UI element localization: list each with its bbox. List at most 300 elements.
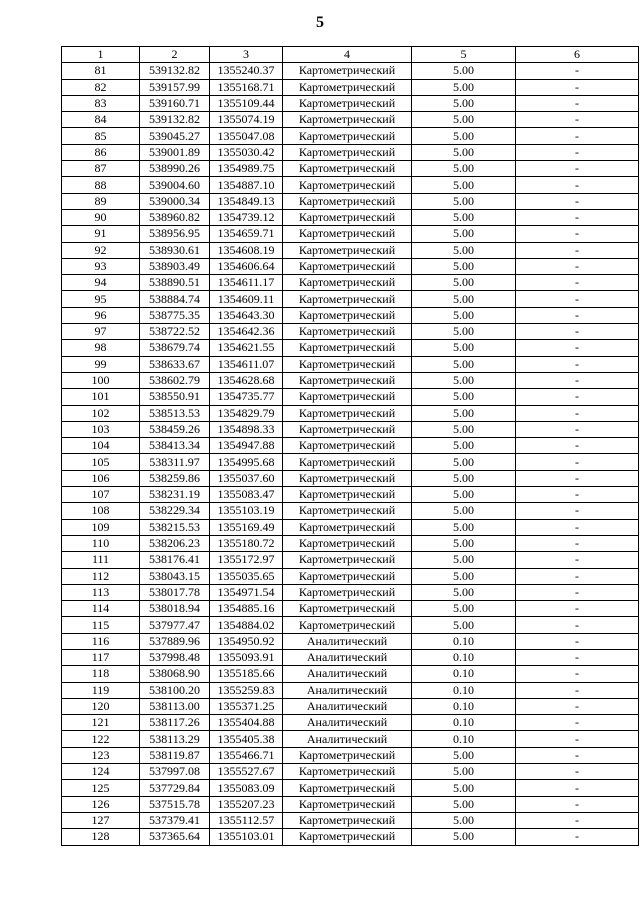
note-cell: - [516, 438, 639, 454]
x-coordinate-cell: 538018.94 [140, 601, 210, 617]
x-coordinate-cell: 538068.90 [140, 666, 210, 682]
y-coordinate-cell: 1355240.37 [210, 63, 283, 79]
y-coordinate-cell: 1354642.36 [210, 324, 283, 340]
x-coordinate-cell: 539004.60 [140, 177, 210, 193]
point-number-cell: 93 [62, 258, 140, 274]
accuracy-cell: 5.00 [412, 128, 516, 144]
point-number-cell: 88 [62, 177, 140, 193]
accuracy-cell: 5.00 [412, 307, 516, 323]
accuracy-cell: 0.10 [412, 731, 516, 747]
table-row [62, 95, 639, 111]
note-cell: - [516, 209, 639, 225]
method-cell: Аналитический [283, 698, 412, 714]
point-number-cell: 118 [62, 666, 140, 682]
x-coordinate-cell: 538903.49 [140, 258, 210, 274]
page-number: 5 [316, 14, 324, 31]
accuracy-cell: 5.00 [412, 812, 516, 828]
note-cell: - [516, 470, 639, 486]
table-row [62, 438, 639, 454]
accuracy-cell: 5.00 [412, 747, 516, 763]
table-row [62, 421, 639, 437]
note-cell: - [516, 372, 639, 388]
y-coordinate-cell: 1355259.83 [210, 682, 283, 698]
note-cell: - [516, 731, 639, 747]
table-row [62, 389, 639, 405]
y-coordinate-cell: 1354898.33 [210, 421, 283, 437]
column-header-2: 2 [140, 47, 210, 63]
y-coordinate-cell: 1355466.71 [210, 747, 283, 763]
x-coordinate-cell: 539157.99 [140, 79, 210, 95]
accuracy-cell: 5.00 [412, 291, 516, 307]
y-coordinate-cell: 1355047.08 [210, 128, 283, 144]
method-cell: Картометрический [283, 812, 412, 828]
x-coordinate-cell: 538775.35 [140, 307, 210, 323]
y-coordinate-cell: 1354659.71 [210, 226, 283, 242]
accuracy-cell: 0.10 [412, 633, 516, 649]
table-row [62, 487, 639, 503]
y-coordinate-cell: 1354739.12 [210, 209, 283, 225]
note-cell: - [516, 405, 639, 421]
accuracy-cell: 5.00 [412, 226, 516, 242]
method-cell: Картометрический [283, 258, 412, 274]
accuracy-cell: 5.00 [412, 796, 516, 812]
y-coordinate-cell: 1355169.49 [210, 519, 283, 535]
point-number-cell: 102 [62, 405, 140, 421]
y-coordinate-cell: 1355112.57 [210, 812, 283, 828]
y-coordinate-cell: 1354849.13 [210, 193, 283, 209]
accuracy-cell: 5.00 [412, 617, 516, 633]
method-cell: Картометрический [283, 79, 412, 95]
note-cell: - [516, 128, 639, 144]
note-cell: - [516, 389, 639, 405]
note-cell: - [516, 601, 639, 617]
point-number-cell: 92 [62, 242, 140, 258]
method-cell: Картометрический [283, 552, 412, 568]
x-coordinate-cell: 538176.41 [140, 552, 210, 568]
note-cell: - [516, 568, 639, 584]
table-row [62, 617, 639, 633]
method-cell: Картометрический [283, 405, 412, 421]
x-coordinate-cell: 538206.23 [140, 535, 210, 551]
point-number-cell: 97 [62, 324, 140, 340]
x-coordinate-cell: 538215.53 [140, 519, 210, 535]
accuracy-cell: 0.10 [412, 715, 516, 731]
accuracy-cell: 5.00 [412, 454, 516, 470]
column-header-1: 1 [62, 47, 140, 63]
note-cell: - [516, 63, 639, 79]
note-cell: - [516, 324, 639, 340]
table-header-row [62, 47, 639, 63]
accuracy-cell: 5.00 [412, 438, 516, 454]
method-cell: Картометрический [283, 242, 412, 258]
y-coordinate-cell: 1355168.71 [210, 79, 283, 95]
point-number-cell: 91 [62, 226, 140, 242]
note-cell: - [516, 617, 639, 633]
method-cell: Картометрический [283, 568, 412, 584]
accuracy-cell: 0.10 [412, 698, 516, 714]
note-cell: - [516, 79, 639, 95]
accuracy-cell: 5.00 [412, 275, 516, 291]
accuracy-cell: 5.00 [412, 535, 516, 551]
table-row [62, 454, 639, 470]
accuracy-cell: 5.00 [412, 95, 516, 111]
point-number-cell: 95 [62, 291, 140, 307]
note-cell: - [516, 177, 639, 193]
y-coordinate-cell: 1354884.02 [210, 617, 283, 633]
point-number-cell: 107 [62, 487, 140, 503]
table-row [62, 633, 639, 649]
x-coordinate-cell: 538513.53 [140, 405, 210, 421]
point-number-cell: 105 [62, 454, 140, 470]
accuracy-cell: 5.00 [412, 372, 516, 388]
method-cell: Картометрический [283, 209, 412, 225]
y-coordinate-cell: 1355207.23 [210, 796, 283, 812]
y-coordinate-cell: 1355527.67 [210, 764, 283, 780]
point-number-cell: 124 [62, 764, 140, 780]
x-coordinate-cell: 537977.47 [140, 617, 210, 633]
y-coordinate-cell: 1355035.65 [210, 568, 283, 584]
point-number-cell: 119 [62, 682, 140, 698]
coordinates-table [61, 46, 639, 846]
table-row [62, 568, 639, 584]
method-cell: Картометрический [283, 128, 412, 144]
accuracy-cell: 5.00 [412, 112, 516, 128]
note-cell: - [516, 454, 639, 470]
table-row [62, 177, 639, 193]
note-cell: - [516, 829, 639, 845]
table-row [62, 307, 639, 323]
note-cell: - [516, 764, 639, 780]
accuracy-cell: 5.00 [412, 340, 516, 356]
method-cell: Картометрический [283, 161, 412, 177]
accuracy-cell: 5.00 [412, 584, 516, 600]
note-cell: - [516, 552, 639, 568]
accuracy-cell: 5.00 [412, 242, 516, 258]
accuracy-cell: 5.00 [412, 470, 516, 486]
table-row [62, 226, 639, 242]
accuracy-cell: 5.00 [412, 258, 516, 274]
accuracy-cell: 5.00 [412, 79, 516, 95]
note-cell: - [516, 535, 639, 551]
y-coordinate-cell: 1354606.64 [210, 258, 283, 274]
method-cell: Картометрический [283, 356, 412, 372]
y-coordinate-cell: 1355030.42 [210, 144, 283, 160]
point-number-cell: 90 [62, 209, 140, 225]
y-coordinate-cell: 1355404.88 [210, 715, 283, 731]
x-coordinate-cell: 537998.48 [140, 649, 210, 665]
method-cell: Картометрический [283, 291, 412, 307]
x-coordinate-cell: 538679.74 [140, 340, 210, 356]
method-cell: Аналитический [283, 731, 412, 747]
point-number-cell: 117 [62, 649, 140, 665]
y-coordinate-cell: 1355074.19 [210, 112, 283, 128]
y-coordinate-cell: 1354735.77 [210, 389, 283, 405]
point-number-cell: 109 [62, 519, 140, 535]
accuracy-cell: 5.00 [412, 503, 516, 519]
note-cell: - [516, 649, 639, 665]
point-number-cell: 128 [62, 829, 140, 845]
method-cell: Картометрический [283, 470, 412, 486]
table-row [62, 698, 639, 714]
column-header-6: 6 [516, 47, 639, 63]
table-row [62, 764, 639, 780]
table-row [62, 796, 639, 812]
point-number-cell: 104 [62, 438, 140, 454]
point-number-cell: 108 [62, 503, 140, 519]
method-cell: Картометрический [283, 226, 412, 242]
point-number-cell: 89 [62, 193, 140, 209]
y-coordinate-cell: 1355103.01 [210, 829, 283, 845]
point-number-cell: 96 [62, 307, 140, 323]
x-coordinate-cell: 538259.86 [140, 470, 210, 486]
method-cell: Картометрический [283, 764, 412, 780]
y-coordinate-cell: 1354608.19 [210, 242, 283, 258]
x-coordinate-cell: 538990.26 [140, 161, 210, 177]
table-row [62, 242, 639, 258]
x-coordinate-cell: 537515.78 [140, 796, 210, 812]
column-header-4: 4 [283, 47, 412, 63]
method-cell: Картометрический [283, 747, 412, 763]
table-row [62, 601, 639, 617]
accuracy-cell: 5.00 [412, 552, 516, 568]
y-coordinate-cell: 1354950.92 [210, 633, 283, 649]
point-number-cell: 85 [62, 128, 140, 144]
point-number-cell: 84 [62, 112, 140, 128]
table-row [62, 812, 639, 828]
x-coordinate-cell: 539045.27 [140, 128, 210, 144]
x-coordinate-cell: 538413.34 [140, 438, 210, 454]
method-cell: Картометрический [283, 584, 412, 600]
x-coordinate-cell: 538311.97 [140, 454, 210, 470]
table-row [62, 715, 639, 731]
accuracy-cell: 5.00 [412, 324, 516, 340]
table-row [62, 372, 639, 388]
column-header-5: 5 [412, 47, 516, 63]
point-number-cell: 81 [62, 63, 140, 79]
method-cell: Картометрический [283, 617, 412, 633]
method-cell: Картометрический [283, 177, 412, 193]
y-coordinate-cell: 1355083.47 [210, 487, 283, 503]
table-row [62, 324, 639, 340]
point-number-cell: 94 [62, 275, 140, 291]
x-coordinate-cell: 539160.71 [140, 95, 210, 111]
y-coordinate-cell: 1355185.66 [210, 666, 283, 682]
method-cell: Аналитический [283, 666, 412, 682]
x-coordinate-cell: 538960.82 [140, 209, 210, 225]
x-coordinate-cell: 539132.82 [140, 63, 210, 79]
accuracy-cell: 5.00 [412, 829, 516, 845]
method-cell: Аналитический [283, 649, 412, 665]
y-coordinate-cell: 1355109.44 [210, 95, 283, 111]
x-coordinate-cell: 538100.20 [140, 682, 210, 698]
table-row [62, 666, 639, 682]
note-cell: - [516, 226, 639, 242]
point-number-cell: 83 [62, 95, 140, 111]
note-cell: - [516, 144, 639, 160]
accuracy-cell: 5.00 [412, 764, 516, 780]
y-coordinate-cell: 1355371.25 [210, 698, 283, 714]
x-coordinate-cell: 538550.91 [140, 389, 210, 405]
y-coordinate-cell: 1355093.91 [210, 649, 283, 665]
y-coordinate-cell: 1354971.54 [210, 584, 283, 600]
x-coordinate-cell: 538890.51 [140, 275, 210, 291]
point-number-cell: 127 [62, 812, 140, 828]
accuracy-cell: 5.00 [412, 519, 516, 535]
x-coordinate-cell: 538633.67 [140, 356, 210, 372]
table-row [62, 747, 639, 763]
point-number-cell: 125 [62, 780, 140, 796]
method-cell: Картометрический [283, 519, 412, 535]
table-row [62, 519, 639, 535]
x-coordinate-cell: 538884.74 [140, 291, 210, 307]
accuracy-cell: 5.00 [412, 780, 516, 796]
x-coordinate-cell: 538017.78 [140, 584, 210, 600]
method-cell: Аналитический [283, 715, 412, 731]
accuracy-cell: 5.00 [412, 487, 516, 503]
y-coordinate-cell: 1354995.68 [210, 454, 283, 470]
table-row [62, 780, 639, 796]
table-row [62, 503, 639, 519]
note-cell: - [516, 682, 639, 698]
point-number-cell: 110 [62, 535, 140, 551]
x-coordinate-cell: 538956.95 [140, 226, 210, 242]
point-number-cell: 121 [62, 715, 140, 731]
note-cell: - [516, 242, 639, 258]
note-cell: - [516, 307, 639, 323]
table-row [62, 535, 639, 551]
method-cell: Картометрический [283, 454, 412, 470]
method-cell: Картометрический [283, 324, 412, 340]
x-coordinate-cell: 538722.52 [140, 324, 210, 340]
accuracy-cell: 5.00 [412, 421, 516, 437]
method-cell: Картометрический [283, 144, 412, 160]
note-cell: - [516, 812, 639, 828]
accuracy-cell: 0.10 [412, 649, 516, 665]
accuracy-cell: 5.00 [412, 405, 516, 421]
accuracy-cell: 5.00 [412, 193, 516, 209]
table-row [62, 405, 639, 421]
point-number-cell: 112 [62, 568, 140, 584]
note-cell: - [516, 291, 639, 307]
method-cell: Картометрический [283, 780, 412, 796]
note-cell: - [516, 258, 639, 274]
table-row [62, 193, 639, 209]
note-cell: - [516, 715, 639, 731]
x-coordinate-cell: 538043.15 [140, 568, 210, 584]
note-cell: - [516, 161, 639, 177]
point-number-cell: 99 [62, 356, 140, 372]
method-cell: Картометрический [283, 487, 412, 503]
note-cell: - [516, 698, 639, 714]
x-coordinate-cell: 539000.34 [140, 193, 210, 209]
table-row [62, 161, 639, 177]
method-cell: Картометрический [283, 275, 412, 291]
table-row [62, 291, 639, 307]
method-cell: Картометрический [283, 193, 412, 209]
x-coordinate-cell: 537379.41 [140, 812, 210, 828]
x-coordinate-cell: 539132.82 [140, 112, 210, 128]
note-cell: - [516, 584, 639, 600]
method-cell: Картометрический [283, 796, 412, 812]
note-cell: - [516, 95, 639, 111]
note-cell: - [516, 780, 639, 796]
method-cell: Картометрический [283, 372, 412, 388]
point-number-cell: 103 [62, 421, 140, 437]
y-coordinate-cell: 1354611.07 [210, 356, 283, 372]
table-row [62, 258, 639, 274]
x-coordinate-cell: 538930.61 [140, 242, 210, 258]
accuracy-cell: 5.00 [412, 601, 516, 617]
y-coordinate-cell: 1354829.79 [210, 405, 283, 421]
table-row [62, 275, 639, 291]
table-body [62, 63, 639, 845]
method-cell: Картометрический [283, 438, 412, 454]
x-coordinate-cell: 538119.87 [140, 747, 210, 763]
x-coordinate-cell: 537729.84 [140, 780, 210, 796]
y-coordinate-cell: 1355037.60 [210, 470, 283, 486]
y-coordinate-cell: 1354989.75 [210, 161, 283, 177]
y-coordinate-cell: 1354643.30 [210, 307, 283, 323]
note-cell: - [516, 112, 639, 128]
method-cell: Картометрический [283, 535, 412, 551]
method-cell: Картометрический [283, 503, 412, 519]
y-coordinate-cell: 1355083.09 [210, 780, 283, 796]
note-cell: - [516, 193, 639, 209]
table-row [62, 79, 639, 95]
y-coordinate-cell: 1355172.97 [210, 552, 283, 568]
x-coordinate-cell: 538117.26 [140, 715, 210, 731]
y-coordinate-cell: 1354885.16 [210, 601, 283, 617]
table-row [62, 829, 639, 845]
y-coordinate-cell: 1355103.19 [210, 503, 283, 519]
x-coordinate-cell: 537365.64 [140, 829, 210, 845]
table-row [62, 144, 639, 160]
y-coordinate-cell: 1354947.88 [210, 438, 283, 454]
accuracy-cell: 5.00 [412, 389, 516, 405]
method-cell: Картометрический [283, 63, 412, 79]
accuracy-cell: 0.10 [412, 666, 516, 682]
y-coordinate-cell: 1354609.11 [210, 291, 283, 307]
point-number-cell: 86 [62, 144, 140, 160]
y-coordinate-cell: 1354621.55 [210, 340, 283, 356]
table-row [62, 731, 639, 747]
method-cell: Картометрический [283, 95, 412, 111]
point-number-cell: 126 [62, 796, 140, 812]
method-cell: Картометрический [283, 601, 412, 617]
x-coordinate-cell: 537997.08 [140, 764, 210, 780]
accuracy-cell: 5.00 [412, 177, 516, 193]
method-cell: Картометрический [283, 307, 412, 323]
accuracy-cell: 5.00 [412, 161, 516, 177]
note-cell: - [516, 503, 639, 519]
point-number-cell: 120 [62, 698, 140, 714]
note-cell: - [516, 356, 639, 372]
x-coordinate-cell: 538229.34 [140, 503, 210, 519]
table-row [62, 112, 639, 128]
point-number-cell: 111 [62, 552, 140, 568]
note-cell: - [516, 666, 639, 682]
note-cell: - [516, 519, 639, 535]
method-cell: Картометрический [283, 389, 412, 405]
table-row [62, 128, 639, 144]
accuracy-cell: 0.10 [412, 682, 516, 698]
note-cell: - [516, 421, 639, 437]
note-cell: - [516, 796, 639, 812]
accuracy-cell: 5.00 [412, 356, 516, 372]
accuracy-cell: 5.00 [412, 63, 516, 79]
table-row [62, 63, 639, 79]
note-cell: - [516, 487, 639, 503]
